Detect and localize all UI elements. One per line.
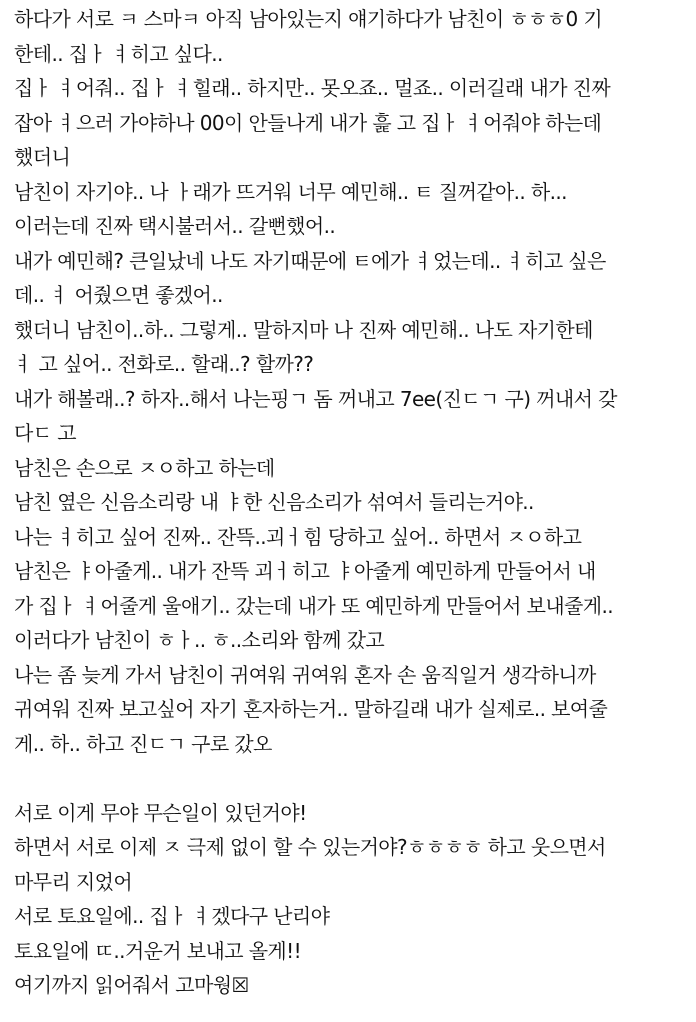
text-line: 잡아 ㅕ으러 가야하나 00이 안들나게 내가 흝 고 집ㅏ ㅕ어줘야 하는데: [14, 110, 602, 135]
text-line: 여기까지 읽어줘서 고마웡☒: [14, 973, 249, 997]
text-line: 집ㅏ ㅕ어줘.. 집ㅏ ㅕ힐래.. 하지만.. 못오죠.. 멀죠.. 이러길래 내가 진짜: [14, 76, 611, 100]
text-line: 나는 좀 늦게 가서 남친이 귀여워 귀여워 혼자 손 움직일거 생각하니까: [14, 662, 596, 687]
blank-line: [14, 761, 696, 796]
text-line: 귀여워 진짜 보고싶어 자기 혼자하는거.. 말하길래 내가 실제로.. 보여줄: [14, 697, 608, 721]
text-line: 내가 예민해? 큰일났네 나도 자기때문에 ㅌ에가 ㅕ었는데.. ㅕ히고 싶은: [14, 248, 606, 273]
text-line: 다ㄷ 고: [14, 421, 76, 445]
text-line: 남친은 ㅑ아줄게.. 내가 잔뜩 괴ㅓ히고 ㅑ아줄게 예민하게 만들어서 내: [14, 559, 596, 583]
text-line: 하다가 서로 ㅋ 스마ㅋ 아직 남아있는지 얘기하다가 남친이 ㅎㅎㅎ0 기: [14, 7, 603, 31]
text-line: 한테.. 집ㅏ ㅕ히고 싶다..: [14, 41, 223, 66]
text-line: 서로 토요일에.. 집ㅏ ㅕ겠다구 난리야: [14, 904, 330, 928]
text-line: 데.. ㅕ 어줬으면 좋겠어..: [14, 283, 223, 307]
text-line: 남친이 자기야.. 나 ㅏ래가 뜨거워 너무 예민해.. ㅌ 질꺼같아.. 하...: [14, 179, 567, 204]
text-line: 이러다가 남친이 ㅎㅏ.. ㅎ..소리와 함께 갔고: [14, 628, 385, 652]
text-line: 남친은 손으로 ㅈㅇ하고 하는데: [14, 455, 275, 480]
text-line: 했더니 남친이..하.. 그렇게.. 말하지마 나 진짜 예민해.. 나도 자기한테: [14, 317, 593, 342]
text-line: 했더니: [14, 145, 71, 169]
text-line: 토요일에 ㄸ..거운거 보내고 올게!!: [14, 938, 301, 963]
text-line: ㅕ 고 싶어.. 전화로.. 할래..? 할까??: [14, 352, 314, 376]
text-line: 하면서 서로 이제 ㅈ 극제 없이 할 수 있는거야?ㅎㅎㅎㅎ 하고 웃으면서: [14, 835, 606, 859]
text-line: 이러는데 진짜 택시불러서.. 갈뻔했어..: [14, 214, 336, 238]
text-line: 나는 ㅕ히고 싶어 진짜.. 잔뜩..괴ㅓ힘 당하고 싶어.. 하면서 ㅈㅇ하고: [14, 524, 582, 549]
text-line: 가 집ㅏ ㅕ어줄게 울애기.. 갔는데 내가 또 예민하게 만들어서 보내줄게..: [14, 593, 614, 618]
text-line: 서로 이게 무야 무슨일이 있던거야!: [14, 800, 307, 825]
text-line: 게.. 하.. 하고 진ㄷㄱ 구로 갔오: [14, 731, 272, 756]
text-line: 내가 해볼래..? 하자..해서 나는핑ㄱ 돔 꺼내고 7ee(진ㄷㄱ 구) 꺼내서 갖: [14, 386, 617, 411]
text-line: 남친 옆은 신음소리랑 내 ㅑ한 신음소리가 섞여서 들리는거야..: [14, 490, 534, 514]
text-line: 마무리 지었어: [14, 869, 133, 894]
